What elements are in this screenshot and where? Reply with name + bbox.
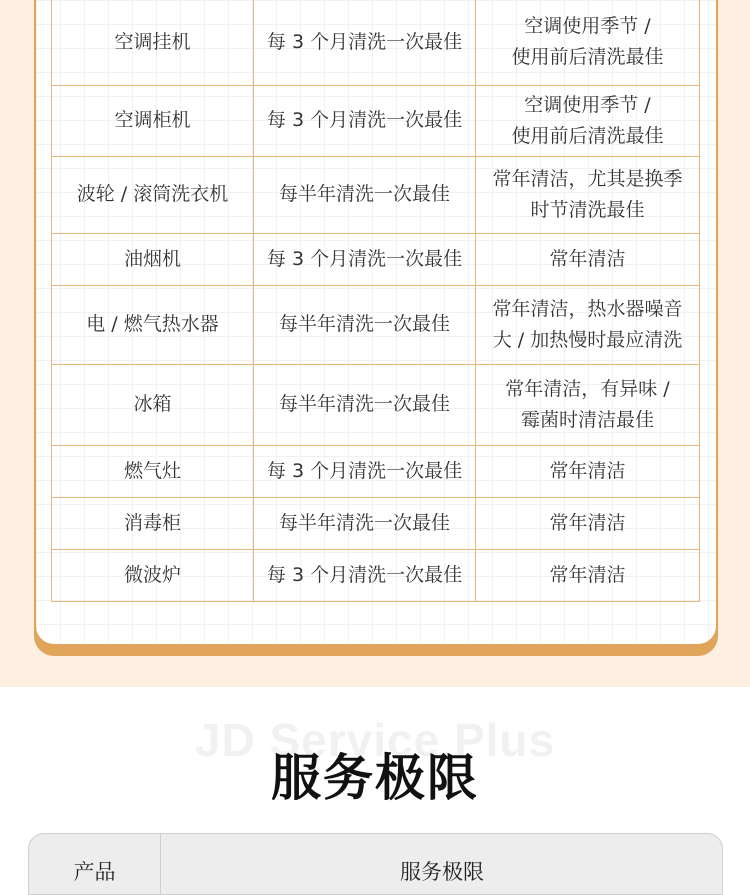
note-cell — [476, 0, 700, 85]
table-row — [52, 549, 700, 601]
header-limits: 服务极限 — [400, 860, 484, 884]
appliance-cell: 消毒柜 — [52, 497, 254, 549]
note-line: 使用前后清洗最佳 — [511, 46, 664, 69]
appliance-cell: 油烟机 — [52, 233, 254, 285]
note-line: 空调使用季节 / — [524, 93, 651, 116]
appliance-cell: 微波炉 — [52, 549, 254, 601]
note-line: 常年清洁，尤其是换季 — [492, 167, 683, 190]
appliance-cell: 波轮 / 滚筒洗衣机 — [52, 156, 254, 233]
cleaning-card — [36, 0, 716, 644]
section-title: 服务极限 — [271, 749, 479, 807]
note-cell — [476, 364, 700, 445]
table-row — [52, 0, 700, 85]
watermark-text: JD Service Plus — [194, 714, 556, 766]
note-cell — [476, 285, 700, 364]
note-line: 使用前后清洗最佳 — [511, 124, 664, 147]
appliance-cell: 空调挂机 — [52, 0, 254, 85]
frequency-cell: 每 3 个月清洗一次最佳 — [254, 85, 476, 156]
note-line: 常年清洁，有异味 / — [505, 377, 670, 400]
frequency-cell: 每 3 个月清洗一次最佳 — [254, 445, 476, 497]
note-cell — [476, 445, 700, 497]
note-line: 常年清洁 — [549, 511, 626, 534]
note-line: 常年清洁 — [549, 563, 626, 586]
appliance-cell: 燃气灶 — [52, 445, 254, 497]
table-row — [52, 285, 700, 364]
table-row — [52, 233, 700, 285]
note-cell — [476, 497, 700, 549]
note-line: 常年清洁 — [549, 247, 626, 270]
note-line: 常年清洁 — [549, 459, 626, 482]
table-row — [52, 445, 700, 497]
frequency-cell: 每半年清洗一次最佳 — [254, 497, 476, 549]
appliance-cell: 冰箱 — [52, 364, 254, 445]
note-line: 霉菌时清洁最佳 — [520, 408, 654, 431]
table-row — [52, 364, 700, 445]
limits-table-header — [28, 833, 723, 895]
frequency-cell: 每半年清洗一次最佳 — [254, 156, 476, 233]
note-cell — [476, 85, 700, 156]
frequency-cell: 每 3 个月清洗一次最佳 — [254, 549, 476, 601]
frequency-cell: 每半年清洗一次最佳 — [254, 364, 476, 445]
note-cell — [476, 549, 700, 601]
table-row — [52, 85, 700, 156]
header-product: 产品 — [29, 834, 161, 894]
cleaning-table — [51, 0, 700, 602]
note-line: 常年清洁，热水器噪音 — [492, 297, 683, 320]
table-row — [52, 156, 700, 233]
appliance-cell: 电 / 燃气热水器 — [52, 285, 254, 364]
note-line: 时节清洗最佳 — [530, 198, 645, 221]
appliance-cell: 空调柜机 — [52, 85, 254, 156]
frequency-cell: 每半年清洗一次最佳 — [254, 285, 476, 364]
note-cell — [476, 233, 700, 285]
frequency-cell: 每 3 个月清洗一次最佳 — [254, 0, 476, 85]
frequency-cell: 每 3 个月清洗一次最佳 — [254, 233, 476, 285]
note-cell — [476, 156, 700, 233]
table-row — [52, 497, 700, 549]
note-line: 大 / 加热慢时最应清洗 — [492, 328, 683, 351]
note-line: 空调使用季节 / — [524, 15, 651, 38]
